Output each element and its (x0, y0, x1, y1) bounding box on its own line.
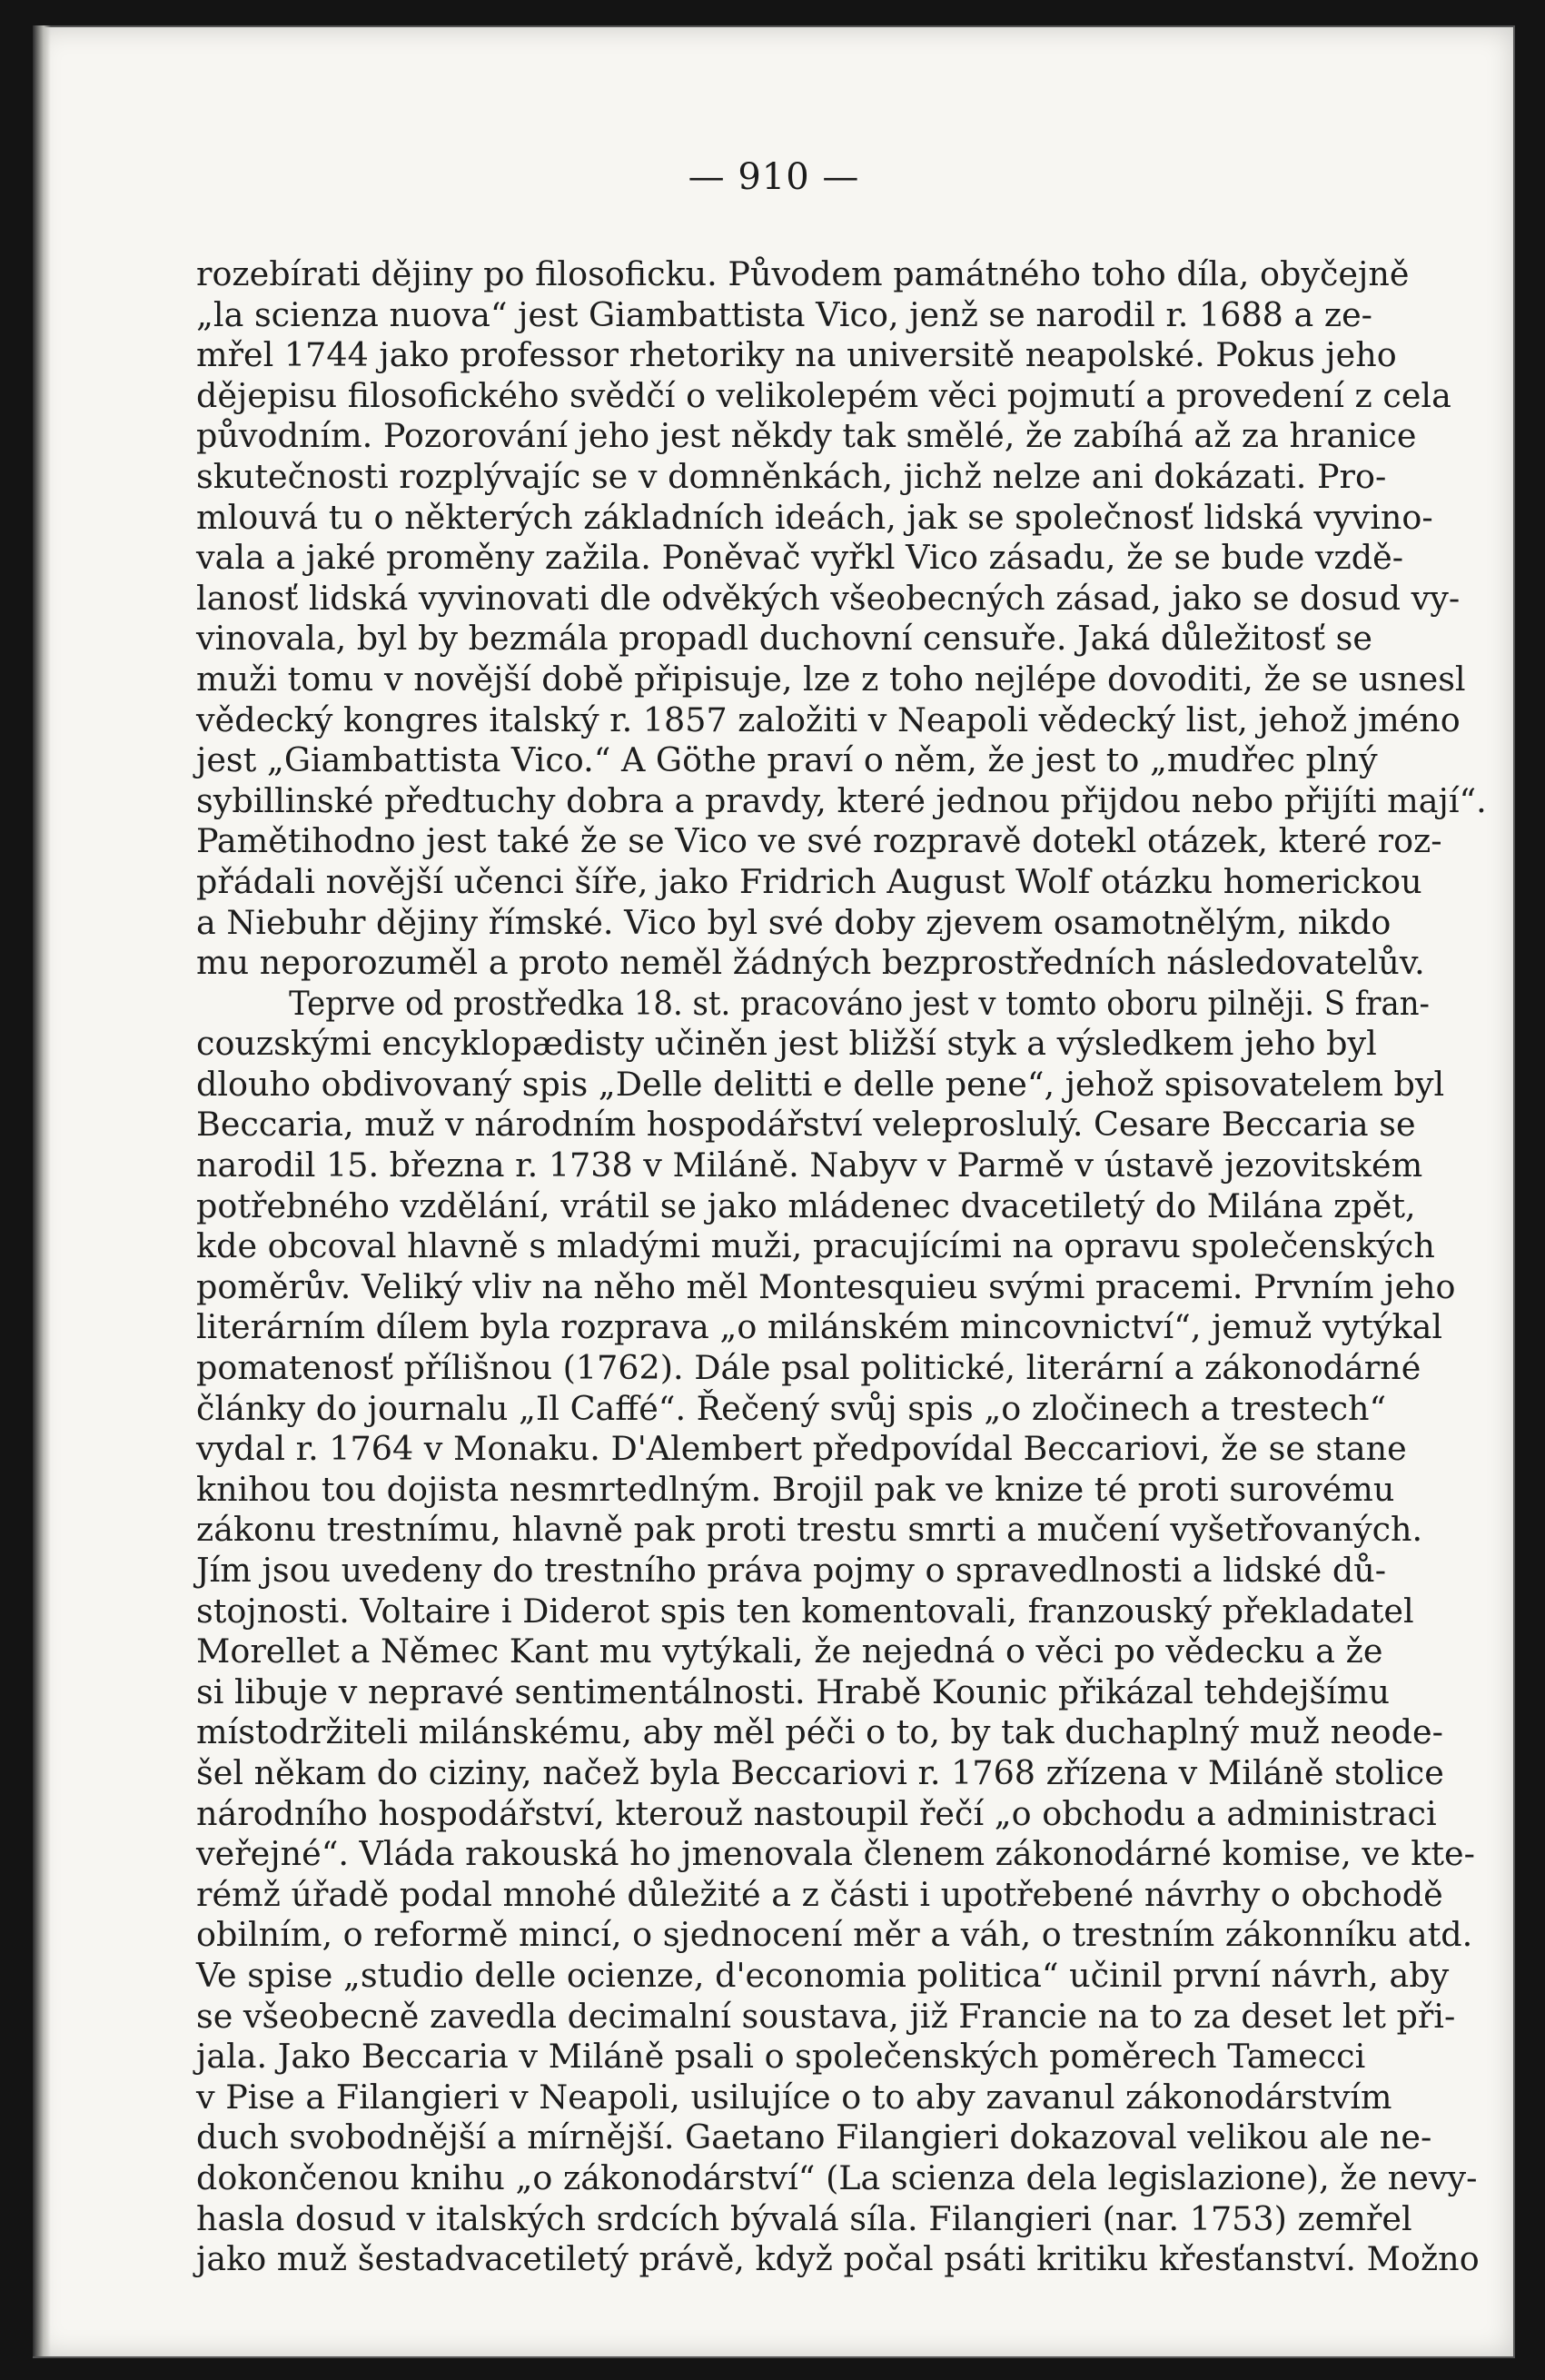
text-line: mlouvá tu o některých základních ideách, jak se společnosť lidská vyvino- (196, 497, 1433, 537)
text-line: přádali novější učenci šíře, jako Fridrich August Wolf otázku homerickou (196, 861, 1422, 901)
text-line: šel někam do ciziny, načež byla Beccariovi r. 1768 zřízena v Miláně stolice (196, 1752, 1444, 1792)
text-line: Jím jsou uvedeny do trestního práva pojmy o spravedlnosti a lidské dů- (196, 1551, 1387, 1590)
text-line: obilním, o reformě mincí, o sjednocení měr a váh, o trestním zákonníku atd. (196, 1915, 1473, 1955)
text-line: vědecký kongres italský r. 1857 založiti v Neapoli vědecký list, jehož jméno (196, 699, 1461, 739)
text-line: mu neporozuměl a proto neměl žádných bezprostředních následovatelův. (196, 943, 1425, 983)
text-line: jako muž šestadvacetiletý právě, když počal psáti kritiku křesťanství. Možno (196, 2239, 1480, 2279)
text-line: si libuje v nepravé sentimentálnosti. Hrabě Kounic přikázal tehdejšímu (196, 1671, 1391, 1711)
text-line: v Pise a Filangieri v Neapoli, usilujíce o to aby zavanul zákonodárstvím (196, 2077, 1392, 2117)
text-line: mřel 1744 jako professor rhetoriky na universitě neapolské. Pokus jeho (196, 335, 1397, 375)
text-line: pomatenosť přílišnou (1762). Dále psal politické, literární a zákonodárné (196, 1348, 1421, 1388)
text-line: skutečnosti rozplývajíc se v domněnkách, jichž nelze ani dokázati. Pro- (196, 456, 1387, 496)
text-line: duch svobodnější a mírnější. Gaetano Filangieri dokazoval velikou ale ne- (196, 2117, 1432, 2157)
text-line: Morellet a Němec Kant mu vytýkali, že nejedná o věci po vědecku a že (196, 1631, 1383, 1671)
page-edge-shadow (33, 25, 51, 2356)
text-line: jala. Jako Beccaria v Miláně psali o společenských poměrech Tamecci (196, 2037, 1366, 2077)
text-line: vala a jaké proměny zažila. Poněvač vyřkl Vico zásadu, že se bude vzdě- (196, 538, 1404, 578)
text-line: Pamětihodno jest také že se Vico ve své rozpravě dotekl otázek, které roz- (196, 821, 1442, 861)
text-line: se všeobecně zavedla decimalní soustava, již Francie na to za deset let při- (196, 1996, 1456, 2036)
text-line: literárním dílem byla rozprava „o milánském mincovnictví“, jemuž vytýkal (196, 1307, 1443, 1347)
text-line: zákonu trestnímu, hlavně pak proti trestu smrti a mučení vyšetřovaných. (196, 1510, 1423, 1550)
book-page (33, 25, 1515, 2358)
text-line: rémž úřadě podal mnohé důležité a z části i upotřebené návrhy o obchodě (196, 1874, 1443, 1914)
text-line: potřebného vzdělání, vrátil se jako mládenec dvacetiletý do Milána zpět, (196, 1185, 1416, 1225)
text-line: dějepisu filosofického svědčí o velikolepém věci pojmutí a provedení z cela (196, 375, 1451, 415)
text-line: kde obcoval hlavně s mladými muži, pracujícími na opravu společenských (196, 1226, 1435, 1266)
text-line: couzskými encyklopædisty učiněn jest bližší styk a výsledkem jeho byl (196, 1024, 1377, 1064)
text-line: dokončenou knihu „o zákonodárství“ (La scienza dela legislazione), že nevy- (196, 2157, 1478, 2197)
text-line: články do journalu „Il Caffé“. Řečený svůj spis „o zločinech a trestech“ (196, 1388, 1387, 1428)
text-line: a Niebuhr dějiny římské. Vico byl své doby zjevem osamotnělým, nikdo (196, 902, 1391, 942)
text-line: původním. Pozorování jeho jest někdy tak smělé, že zabíhá až za hranice (196, 416, 1417, 456)
text-line: Beccaria, muž v národním hospodářství veleproslulý. Cesare Beccaria se (196, 1105, 1416, 1145)
text-line: poměrův. Veliký vliv na něho měl Montesquieu svými pracemi. Prvním jeho (196, 1266, 1456, 1306)
text-line: lanosť lidská vyvinovati dle odvěkých všeobecných zásad, jako se dosud vy- (196, 578, 1461, 618)
text-line: místodržiteli milánskému, aby měl péči o to, by tak duchaplný muž neode- (196, 1712, 1443, 1752)
text-line: knihou tou dojista nesmrtedlným. Brojil pak ve knize té proti surovému (196, 1469, 1395, 1509)
text-line: jest „Giambattista Vico.“ A Göthe praví o něm, že jest to „mudřec plný (196, 740, 1378, 780)
text-line: „la scienza nuova“ jest Giambattista Vico, jenž se narodil r. 1688 a ze- (196, 294, 1373, 334)
text-line: veřejné“. Vláda rakouská ho jmenovala členem zákonodárné komise, ve kte- (196, 1834, 1475, 1874)
text-line: sybillinské předtuchy dobra a pravdy, které jednou přijdou nebo přijíti mají“. (196, 780, 1487, 820)
text-line: hasla dosud v italských srdcích bývalá síla. Filangieri (nar. 1753) zemřel (196, 2198, 1412, 2238)
text-line: národního hospodářství, kterouž nastoupil řečí „o obchodu a administraci (196, 1793, 1437, 1833)
text-line: narodil 15. března r. 1738 v Miláně. Nabyv v Parmě v ústavě jezovitském (196, 1145, 1423, 1185)
text-line: stojnosti. Voltaire i Diderot spis ten komentovali, franzouský překladatel (196, 1591, 1414, 1631)
text-line: rozebírati dějiny po filosoficku. Původem památného toho díla, obyčejně (196, 254, 1410, 293)
page-number: — 910 — (688, 156, 860, 198)
text-line: vydal r. 1764 v Monaku. D'Alembert předpovídal Beccariovi, že se stane (196, 1429, 1407, 1469)
text-line: Ve spise „studio delle ocienze, d'economia politica“ učinil první návrh, aby (196, 1955, 1450, 1995)
text-line: dlouho obdivovaný spis „Delle delitti e delle pene“, jehož spisovatelem byl (196, 1064, 1445, 1104)
body-text (196, 254, 1522, 2280)
text-line: vinovala, byl by bezmála propadl duchovní censuře. Jaká důležitosť se (196, 619, 1372, 659)
text-line: muži tomu v novější době připisuje, lze z toho nejlépe dovoditi, že se usnesl (196, 659, 1466, 699)
text-line: Teprve od prostředka 18. st. pracováno jest v tomto oboru pilněji. S fran- (289, 983, 1431, 1023)
